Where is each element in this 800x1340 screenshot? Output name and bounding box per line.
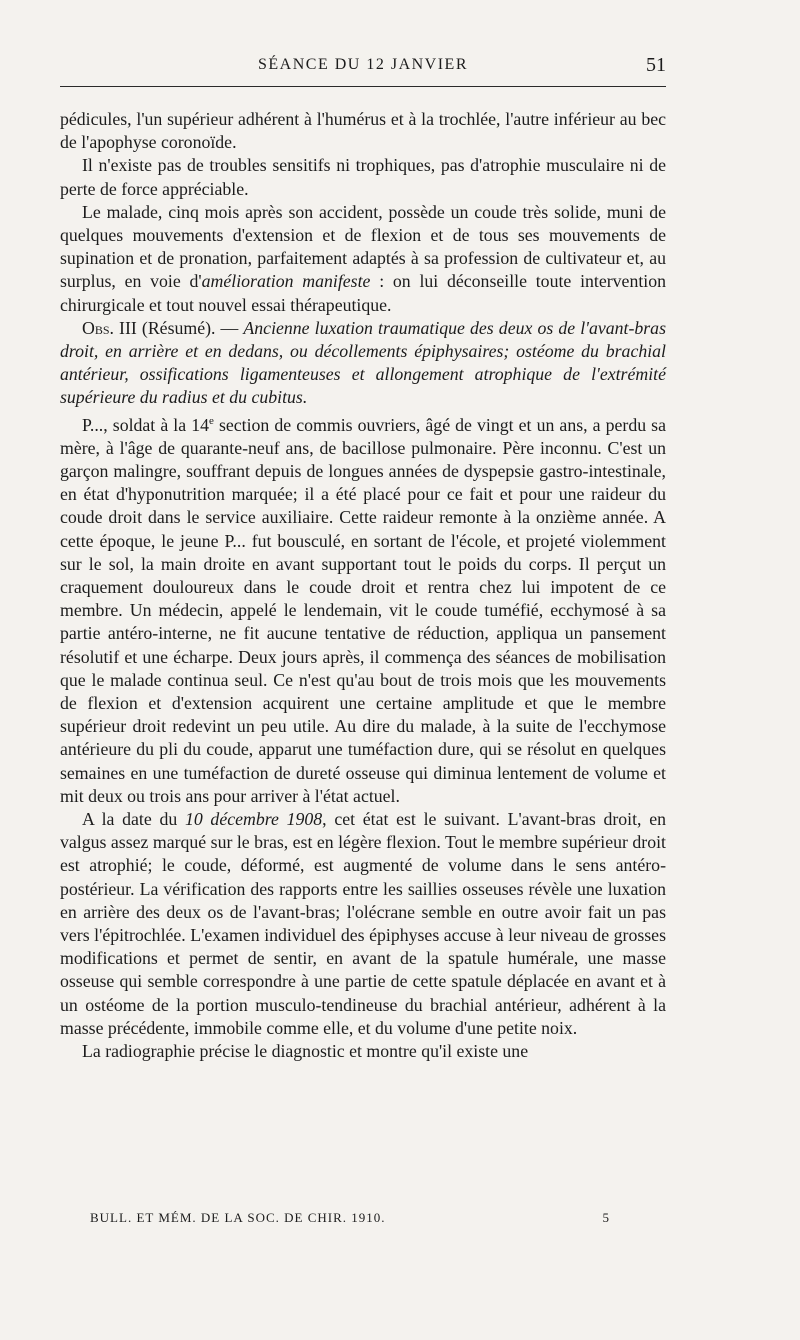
exam-date: 10 décembre 1908 bbox=[184, 809, 323, 830]
paragraph-malade bbox=[60, 201, 666, 317]
paragraph-malade-end: : on lui déconseille toute intervention chirurgicale et tout nouvel essai thérapeutique. bbox=[60, 271, 666, 315]
paragraph-malade-text: Le malade, cinq mois après son accident, possède un coude très solide, muni de quelques mouvements d'extension et de flexion et de tous ses mouvements de supination et de pronation, parfaitement adaptés à sa profession de cultivateur et, au surplus, en voie d' bbox=[60, 201, 666, 292]
paragraph-pedicules: pédicules, l'un supérieur adhérent à l'humérus et à la trochlée, l'autre inférieur au bec de l'apophyse coronoïde. bbox=[60, 109, 666, 153]
amelioration-italic: amélioration manifeste bbox=[201, 271, 371, 292]
paragraph-troubles: Il n'existe pas de troubles sensitifs ni trophiques, pas d'atrophie musculaire ni de perte de force appréciable. bbox=[60, 155, 666, 199]
article-body bbox=[60, 108, 666, 1063]
observation-heading bbox=[60, 317, 666, 410]
exam-start: A la date du bbox=[82, 809, 185, 830]
obs-title: Ancienne luxation traumatique des deux os de l'avant-bras droit, en arrière et en dedans, ou décollements épiphysaires; ostéome du brachial antérieur, ossifications ligamenteuses et allongement atrophique de l'extrémité supérieure du radius et du cubitus. bbox=[60, 317, 666, 408]
paragraph-radiographie: La radiographie précise le diagnostic et montre qu'il existe une bbox=[82, 1041, 529, 1062]
paragraph-history bbox=[60, 410, 666, 808]
history-start: P..., soldat à la 14 bbox=[82, 414, 209, 435]
page-footer bbox=[90, 1210, 610, 1232]
history-text: section de commis ouvriers, âgé de vingt et un ans, a perdu sa mère, à l'âge de quarante-neuf ans, de bacillose pulmonaire. Père inconnu. C'est un garçon malingre, souffrant depuis de longues années de dyspepsie gastro-intestinale, en état d'hyponutrition marquée; il a été placé pour ce fait et pour une raideur du coude droit dans le service auxiliaire. Cette raideur remonte à la onzième année. A cette époque, le jeune P... fut bousculé, en sortant de l'école, et projeté violemment sur le sol, la main droite en avant supportant tout le poids du corps. Il perçut un craquement douloureux dans le coude droit et rentra chez lui impotent de ce membre. Un médecin, appelé le lendemain, vit le coude tuméfié, ecchymosé à sa partie antéro-interne, ne fit aucune tentative de réduction, appliqua un pansement résolutif et une écharpe. Deux jours après, il commença des séances de mobilisation que le malade continua seul. Ce n'est qu'au bout de trois mois que les mouvements de flexion et d'extension acquirent une certaine amplitude et que le membre supérieur droit redevint un peu utile. Au dire du malade, à la suite de l'ecchymose antérieure du pli du coude, apparut une tuméfaction dure, qui se résolut en quelques semaines en une tuméfaction de dureté osseuse qui diminua lentement de volume et mit deux ou trois ans pour arriver à l'état actuel. bbox=[60, 414, 666, 806]
signature-mark: 5 bbox=[602, 1210, 610, 1225]
running-title: SÉANCE DU 12 JANVIER bbox=[258, 56, 468, 73]
footer-source: BULL. ET MÉM. DE LA SOC. DE CHIR. 1910. bbox=[90, 1210, 386, 1225]
obs-label: Obs. bbox=[82, 317, 114, 338]
page-number: 51 bbox=[646, 54, 666, 76]
history-superscript: e bbox=[208, 414, 214, 427]
exam-text: , cet état est le suivant. L'avant-bras droit, en valgus assez marqué sur le bras, est en légère flexion. Tout le membre supérieur droit est atrophié; le coude, déformé, est augmenté de volume dans le sens antéro-postérieur. La vérification des rapports entre les saillies osseuses révèle une luxation en arrière des deux os de l'avant-bras; l'olécrane semble en outre avoir fait un pas vers l'épitrochlée. L'examen individuel des épiphyses accuse à leur niveau de grosses modifications et permet de sentir, en avant de la spatule humérale, une masse osseuse qui semble correspondre à une partie de cette spatule déplacée en avant et à un ostéome de la portion musculo-tendineuse du brachial antérieur, adhérent à la masse précédente, immobile comme elle, et du volume d'une petite noix. bbox=[60, 809, 666, 1038]
paragraph-exam bbox=[60, 808, 666, 1040]
obs-number: III (Résumé). — bbox=[113, 317, 244, 338]
page-header bbox=[60, 50, 666, 87]
